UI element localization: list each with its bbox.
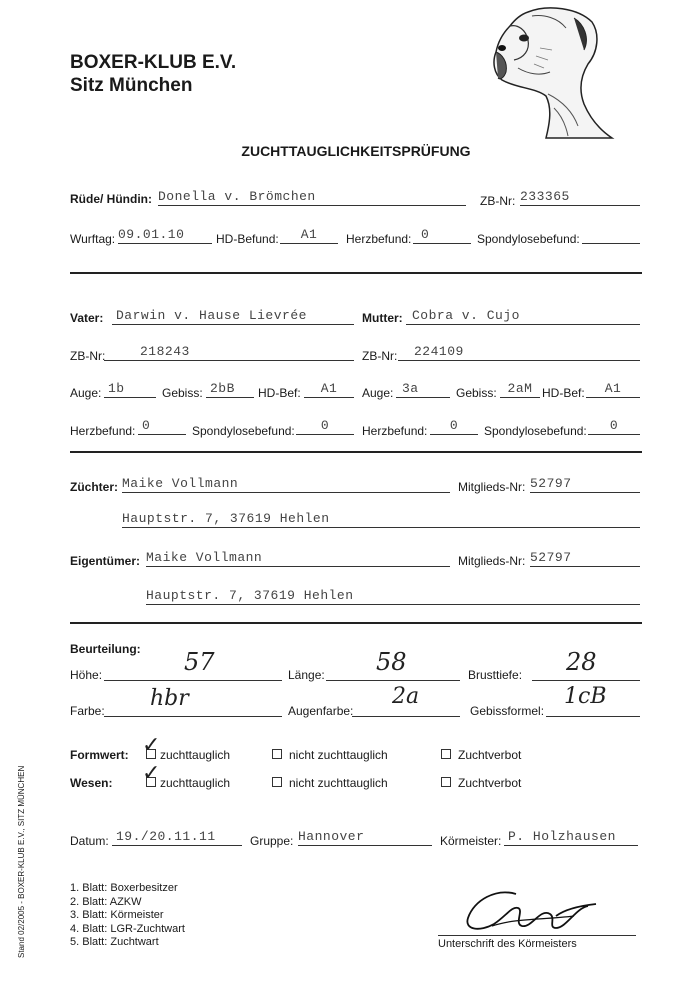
mutter-auge-value: 3a: [402, 382, 419, 396]
label-zb-nr: ZB-Nr:: [480, 194, 516, 208]
mutter-zb-field[interactable]: [398, 345, 640, 361]
form-title: ZUCHTTAUGLICHKEITSPRÜFUNG: [241, 143, 471, 159]
label-datum: Datum:: [70, 834, 109, 848]
spondylose-field[interactable]: [582, 228, 640, 244]
wesen-zuchtverbot-checkbox[interactable]: [441, 777, 451, 787]
vater-hd-field[interactable]: [304, 382, 354, 398]
label-formwert: Formwert:: [70, 748, 129, 762]
mutter-spond-field[interactable]: [588, 419, 640, 435]
gruppe-value: Hannover: [298, 830, 365, 844]
eigentuemer-value: Maike Vollmann: [146, 551, 263, 565]
label-mutter-zb: ZB-Nr:: [362, 349, 398, 363]
vater-herz-field[interactable]: [138, 419, 186, 435]
copies-list: [70, 882, 185, 950]
farbe-value: hbr: [150, 686, 189, 711]
label-vater-spond: Spondylosebefund:: [192, 424, 295, 438]
vater-auge-value: 1b: [108, 382, 125, 396]
vater-zb-field[interactable]: [104, 345, 354, 361]
zuechter-field[interactable]: [122, 477, 450, 493]
eigentuemer-mitglied-field[interactable]: [530, 551, 640, 567]
mutter-spond-value: 0: [609, 419, 619, 433]
hd-befund-value: A1: [300, 228, 318, 242]
vater-auge-field[interactable]: [104, 382, 156, 398]
list-item: 3. Blatt: Körmeister: [70, 909, 164, 921]
datum-field[interactable]: [112, 830, 242, 846]
vater-herz-value: 0: [142, 419, 151, 433]
club-name: BOXER-KLUB E.V.: [70, 52, 237, 73]
divider: [70, 272, 642, 274]
signature-label: Unterschrift des Körmeisters: [438, 938, 577, 950]
mutter-hd-value: A1: [604, 382, 622, 396]
mutter-herz-value: 0: [449, 419, 459, 433]
mutter-herz-field[interactable]: [430, 419, 478, 435]
vater-spond-field[interactable]: [296, 419, 354, 435]
label-zuechter-mitglied: Mitglieds-Nr:: [458, 480, 526, 494]
label-vater-herz: Herzbefund:: [70, 424, 136, 438]
eigentuemer-address-field[interactable]: [146, 589, 640, 605]
label-mutter-hdbef: HD-Bef:: [542, 386, 585, 400]
formwert-check-mark: ✓: [142, 733, 161, 758]
mutter-gebiss-field[interactable]: [500, 382, 540, 398]
vater-value: Darwin v. Hause Lievrée: [116, 309, 307, 323]
zb-nr-value: 233365: [520, 190, 570, 204]
hoehe-value: 57: [184, 648, 215, 676]
vater-field[interactable]: [112, 309, 354, 325]
label-mutter-herz: Herzbefund:: [362, 424, 428, 438]
signature: [456, 878, 606, 938]
boxer-dog-illustration: [488, 4, 616, 140]
zuechter-mitglied-field[interactable]: [530, 477, 640, 493]
label-mutter-auge: Auge:: [362, 386, 394, 400]
brusttiefe-value: 28: [566, 648, 597, 676]
list-item: 4. Blatt: LGR-Zuchtwart: [70, 922, 185, 935]
farbe-field[interactable]: [104, 698, 282, 717]
formwert-nicht-zuchttauglich-checkbox[interactable]: [272, 749, 282, 759]
zuechter-mitglied-value: 52797: [530, 477, 572, 491]
eigentuemer-address-value: Hauptstr. 7, 37619 Hehlen: [146, 589, 354, 603]
divider: [70, 622, 642, 624]
label-mutter-spond: Spondylosebefund:: [484, 424, 587, 438]
label-dog-name: Rüde/ Hündin:: [70, 192, 152, 206]
wesen-check-mark: ✓: [142, 761, 161, 786]
mutter-auge-field[interactable]: [396, 382, 450, 398]
label-gebissformel: Gebissformel:: [470, 704, 545, 718]
label-farbe: Farbe:: [70, 704, 105, 718]
label-mutter-gebiss: Gebiss:: [456, 386, 497, 400]
herzbefund-value: 0: [421, 228, 430, 242]
formwert-nicht-zuchttauglich-label: nicht zuchttauglich: [289, 748, 388, 762]
label-mutter: Mutter:: [362, 311, 403, 325]
mutter-field[interactable]: [406, 309, 640, 325]
club-seat: Sitz München: [70, 75, 193, 96]
label-spondylose: Spondylosebefund:: [477, 232, 580, 246]
vater-zb-value: 218243: [140, 345, 190, 359]
gebissformel-value: 1cB: [564, 684, 607, 709]
mutter-zb-value: 224109: [414, 345, 464, 359]
label-vater-gebiss: Gebiss:: [162, 386, 203, 400]
datum-value: 19./20.11.11: [116, 830, 216, 844]
wurftag-field[interactable]: [118, 228, 212, 244]
label-brusttiefe: Brusttiefe:: [468, 668, 523, 682]
koermeister-value: P. Holzhausen: [508, 830, 616, 844]
herzbefund-field[interactable]: [413, 228, 471, 244]
label-wurftag: Wurftag:: [70, 232, 116, 246]
dog-name-field[interactable]: [158, 190, 466, 206]
label-vater-zb: ZB-Nr:: [70, 349, 106, 363]
mutter-value: Cobra v. Cujo: [412, 309, 520, 323]
signature-line: [438, 935, 636, 936]
label-vater-auge: Auge:: [70, 386, 102, 400]
gruppe-field[interactable]: [298, 830, 432, 846]
zuechter-value: Maike Vollmann: [122, 477, 239, 491]
label-wesen: Wesen:: [70, 776, 113, 790]
koermeister-field[interactable]: [504, 830, 638, 846]
label-eigentuemer: Eigentümer:: [70, 554, 141, 568]
zuechter-address-field[interactable]: [122, 512, 640, 528]
vater-gebiss-value: 2bB: [210, 382, 235, 396]
label-herzbefund: Herzbefund:: [346, 232, 412, 246]
vater-spond-value: 0: [320, 419, 330, 433]
label-hd-befund: HD-Befund:: [216, 232, 279, 246]
label-vater: Vater:: [70, 311, 104, 325]
zuechter-address-value: Hauptstr. 7, 37619 Hehlen: [122, 512, 330, 526]
hd-befund-field[interactable]: [280, 228, 338, 244]
list-item: 5. Blatt: Zuchtwart: [70, 936, 159, 948]
formwert-zuchttauglich-label: zuchttauglich: [160, 748, 231, 762]
list-item: 2. Blatt: AZKW: [70, 895, 142, 908]
list-item: 1. Blatt: Boxerbesitzer: [70, 882, 178, 894]
augenfarbe-value: 2a: [392, 684, 420, 709]
wesen-nicht-zuchttauglich-label: nicht zuchttauglich: [289, 776, 388, 790]
laenge-value: 58: [376, 648, 407, 676]
wurftag-value: 09.01.10: [118, 228, 185, 242]
side-note: Stand 02/2005 - BOXER-KLUB E.V., SITZ MÜNCHEN: [17, 765, 26, 958]
wesen-nicht-zuchttauglich-checkbox[interactable]: [272, 777, 282, 787]
label-zuechter: Züchter:: [70, 480, 118, 494]
label-hoehe: Höhe:: [70, 668, 103, 682]
label-eigentuemer-mitglied: Mitglieds-Nr:: [458, 554, 526, 568]
eigentuemer-mitglied-value: 52797: [530, 551, 572, 565]
label-laenge: Länge:: [288, 668, 325, 682]
mutter-hd-field[interactable]: [586, 382, 640, 398]
vater-gebiss-field[interactable]: [206, 382, 254, 398]
label-vater-hdbef: HD-Bef:: [258, 386, 301, 400]
vater-hd-value: A1: [320, 382, 338, 396]
wesen-zuchtverbot-label: Zuchtverbot: [458, 776, 522, 790]
formwert-zuchtverbot-checkbox[interactable]: [441, 749, 451, 759]
zb-nr-field[interactable]: [520, 190, 640, 206]
label-gruppe: Gruppe:: [250, 834, 294, 848]
dog-name-value: Donella v. Brömchen: [158, 190, 316, 204]
wesen-zuchttauglich-label: zuchttauglich: [160, 776, 231, 790]
eigentuemer-field[interactable]: [146, 551, 450, 567]
label-augenfarbe: Augenfarbe:: [288, 704, 354, 718]
mutter-gebiss-value: 2aM: [507, 382, 533, 396]
label-koermeister: Körmeister:: [440, 834, 502, 848]
divider: [70, 451, 642, 453]
formwert-zuchtverbot-label: Zuchtverbot: [458, 748, 522, 762]
label-beurteilung: Beurteilung:: [70, 642, 141, 656]
